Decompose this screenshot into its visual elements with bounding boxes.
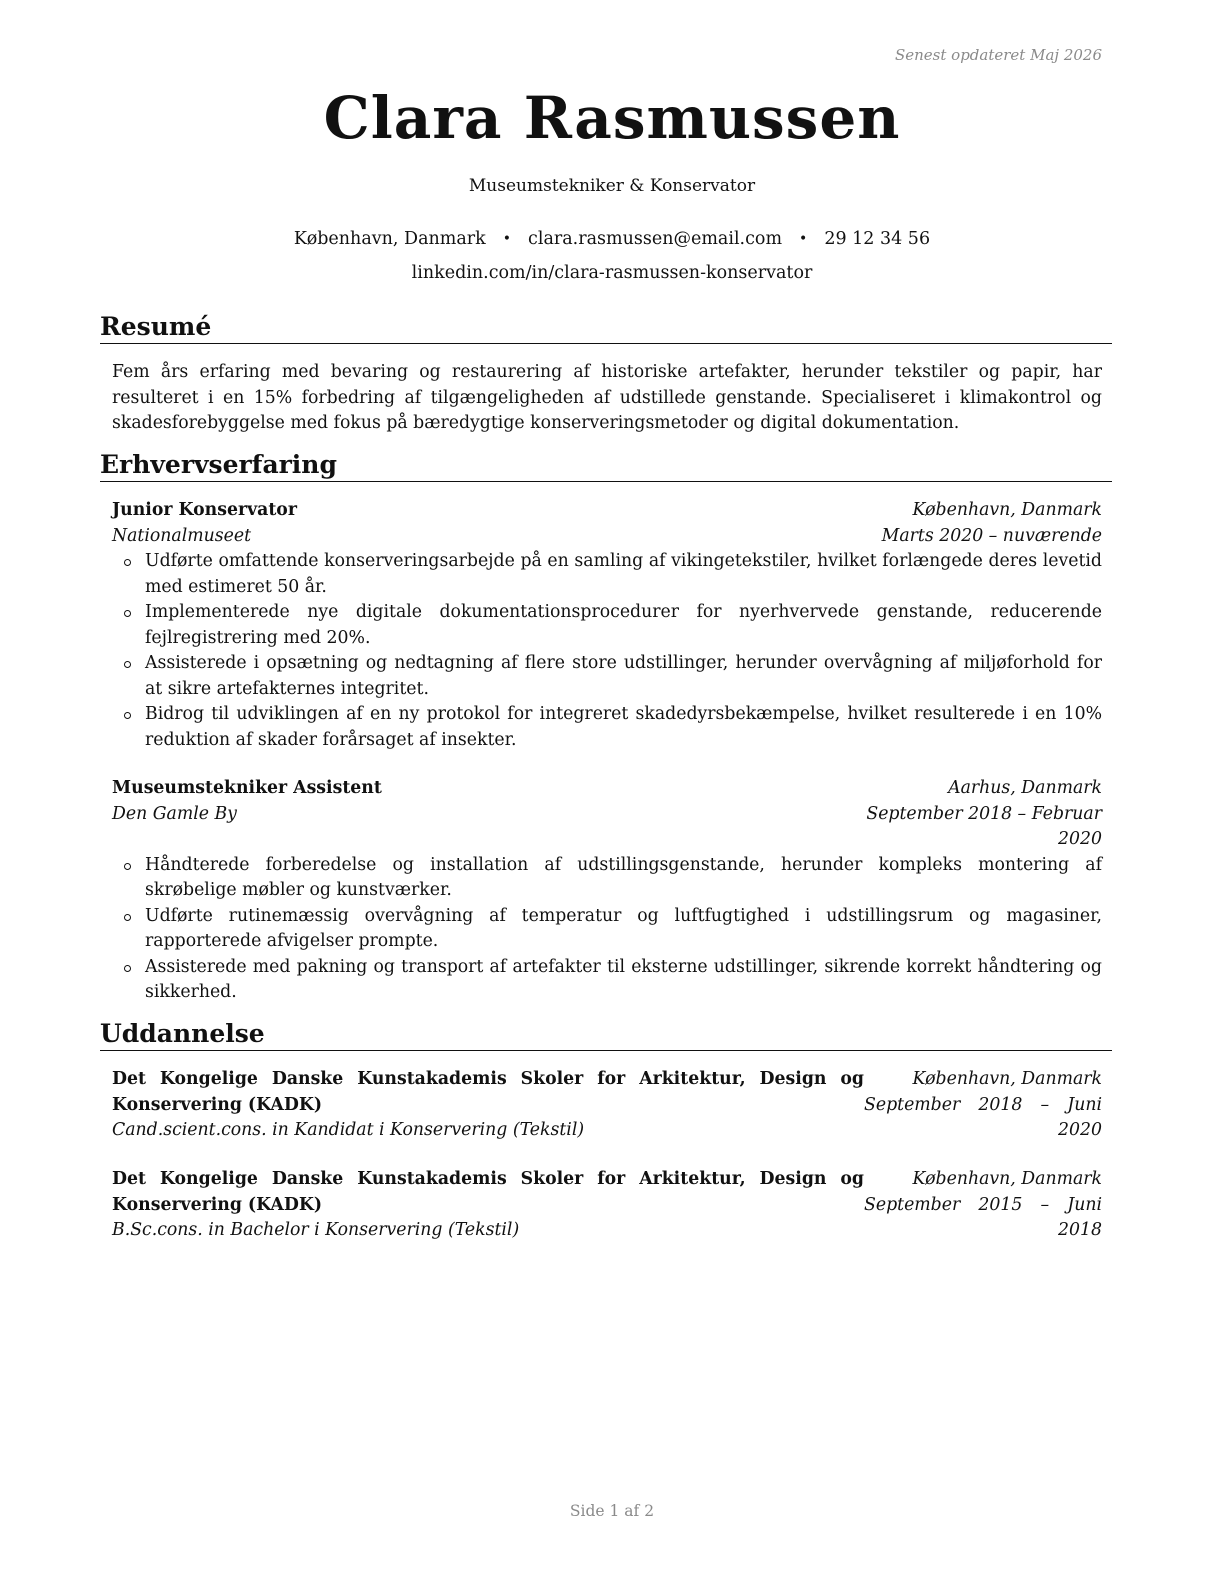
person-name: Clara Rasmussen — [323, 84, 901, 152]
degree: B.Sc.cons. in Bachelor i Konservering (Tekstil) — [112, 1220, 520, 1240]
job-location: København, Danmark — [912, 500, 1102, 520]
bullet-separator: • — [799, 231, 808, 247]
school-name: Det Kongelige Danske Kunstakademis Skoler for Arkitektur, Design og Konservering (KADK) — [112, 1169, 864, 1215]
section-title-resume: Resumé — [100, 312, 1112, 344]
contact-email[interactable]: clara.rasmussen@email.com — [528, 229, 783, 249]
job-entry — [112, 776, 1102, 1006]
section-title-education: Uddannelse — [100, 1019, 1112, 1051]
school-name: Det Kongelige Danske Kunstakademis Skoler for Arkitektur, Design og Konservering (KADK) — [112, 1069, 864, 1115]
contact-line — [0, 229, 1224, 249]
job-role: Junior Konservator — [112, 500, 297, 520]
job-organization: Nationalmuseet — [112, 525, 252, 546]
education-entry — [112, 1067, 1102, 1144]
education-location: København, Danmark — [912, 1069, 1102, 1089]
list-item: Assisterede i opsætning og nedtagning af flere store udstillinger, herunder overvågning af miljøforhold for at sikre artefakternes integritet. — [112, 651, 1102, 702]
contact-linkedin[interactable]: linkedin.com/in/clara-rasmussen-konservator — [411, 263, 813, 283]
list-item: Assisterede med pakning og transport af artefakter til eksterne udstillinger, sikrende korrekt håndtering og sikkerhed. — [112, 955, 1102, 1006]
job-dates: Marts 2020 – nuværende — [881, 525, 1102, 546]
section-title-experience: Erhvervserfaring — [100, 450, 1112, 482]
education-entry — [112, 1167, 1102, 1244]
list-item: Implementerede nye digitale dokumentationsprocedurer for nyerhvervede genstande, reducerende fejlregistrering med 20%. — [112, 600, 1102, 651]
job-entry — [112, 498, 1102, 753]
page-number: Side 1 af 2 — [569, 1502, 655, 1520]
degree: Cand.scient.cons. in Kandidat i Konservering (Tekstil) — [112, 1120, 585, 1140]
job-bullets — [112, 549, 1102, 753]
bullet-separator: • — [502, 231, 512, 247]
job-organization: Den Gamle By — [112, 803, 237, 824]
list-item: Udførte rutinemæssig overvågning af temperatur og luftfugtighed i udstillingsrum og magasiner, rapporterede afvigelser prompte. — [112, 904, 1102, 955]
resume-text: Fem års erfaring med bevaring og restaurering af historiske artefakter, herunder tekstiler og papir, har resulteret i en 15% forbedring af tilgængeligheden af udstillede genstande. Specialiseret i klimakontrol og skadesforebyggelse med fokus på bæredygtige konserveringsmetoder og digital dokumentation. — [112, 362, 1102, 433]
education-location: København, Danmark — [912, 1169, 1102, 1189]
job-title: Museumstekniker & Konservator — [468, 176, 756, 196]
contact-phone: 29 12 34 56 — [824, 229, 931, 249]
job-bullets — [112, 853, 1102, 1006]
job-location: Aarhus, Danmark — [948, 778, 1102, 798]
last-updated: Senest opdateret Maj 2026 — [894, 46, 1102, 64]
education-dates: September 2015 – Juni 2018 — [864, 1194, 1102, 1240]
contact-location: København, Danmark — [293, 229, 486, 249]
list-item: Udførte omfattende konserveringsarbejde på en samling af vikingetekstiler, hvilket forlængede deres levetid med estimeret 50 år. — [112, 549, 1102, 600]
education-dates: September 2018 – Juni 2020 — [864, 1094, 1102, 1140]
list-item: Bidrog til udviklingen af en ny protokol for integreret skadedyrsbekæmpelse, hvilket resulterede i en 10% reduktion af skader forårsaget af insekter. — [112, 702, 1102, 753]
list-item: Håndterede forberedelse og installation af udstillingsgenstande, herunder kompleks montering af skrøbelige møbler og kunstværker. — [112, 853, 1102, 904]
job-role: Museumstekniker Assistent — [112, 778, 382, 798]
job-dates: September 2018 – Februar 2020 — [866, 803, 1102, 849]
